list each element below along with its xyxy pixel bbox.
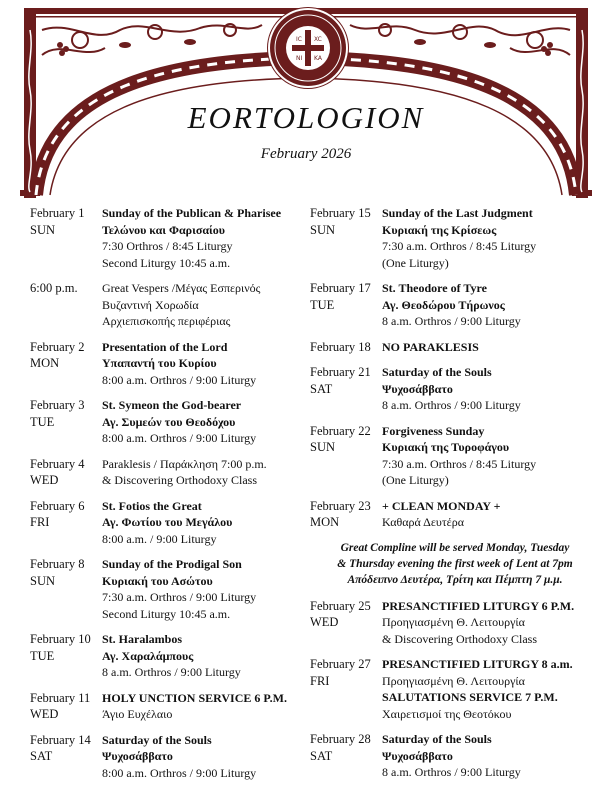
entry-day: FRI [310, 673, 330, 688]
entry-day: MON [30, 356, 60, 370]
cross-icon [270, 10, 346, 86]
right-column [310, 205, 600, 790]
entry-date: February 3 [30, 398, 85, 412]
entry-details [102, 280, 305, 330]
calendar-entry [30, 456, 305, 489]
svg-text:XC: XC [314, 36, 322, 43]
entry-day: SAT [310, 381, 333, 396]
entry-info-line: Paraklesis / Παράκληση 7:00 p.m. [102, 456, 267, 471]
entry-details [102, 690, 305, 723]
entry-day: TUE [30, 414, 55, 429]
entry-date-block [30, 498, 102, 548]
left-column [30, 205, 305, 790]
entry-details [102, 631, 305, 681]
entry-date-block [310, 656, 382, 722]
entry-info-line: 8:00 a.m. Orthros / 9:00 Liturgy [102, 372, 257, 387]
entry-date-block [310, 339, 382, 356]
archdiocese-seal [270, 10, 346, 86]
calendar-entry [310, 280, 600, 330]
entry-details [382, 364, 600, 414]
entry-day: TUE [30, 648, 55, 663]
entry-title-line: Saturday of the Souls [382, 365, 492, 379]
page-title: EORTOLOGION [187, 100, 425, 135]
entry-info-line: 7:30 a.m. Orthros / 8:45 Liturgy [382, 456, 537, 471]
entry-date: February 17 [310, 281, 371, 295]
entry-title-line: Αγ. Συμεών του Θεοδόχου [102, 414, 236, 429]
entry-title-line: Presentation of the Lord [102, 339, 228, 354]
entry-title-line: Saturday of the Souls [102, 732, 212, 747]
entry-details [382, 423, 600, 489]
entry-details [382, 598, 600, 648]
calendar-entry [310, 498, 600, 531]
entry-date-block [30, 631, 102, 681]
calendar-entry [310, 731, 600, 781]
entry-details [102, 732, 305, 782]
entry-details [382, 205, 600, 271]
entry-date: February 2 [30, 339, 85, 354]
entry-info-line: 7:30 a.m. Orthros / 8:45 Liturgy [382, 239, 537, 253]
entry-info-line: 7:30 a.m. Orthros / 9:00 Liturgy [102, 590, 257, 604]
calendar-entry [30, 205, 305, 271]
svg-text:IC: IC [296, 36, 302, 43]
entry-date: February 1 [30, 206, 85, 220]
entry-title-line: NO PARAKLESIS [382, 339, 479, 354]
entry-title-line: Κυριακή της Τυροφάγου [382, 440, 510, 454]
calendar-entry [310, 205, 600, 271]
entry-info-line: (One Liturgy) [382, 473, 449, 487]
entry-date: February 4 [30, 456, 85, 471]
calendar-entry [310, 364, 600, 414]
note-line: & Thursday evening the first week of Lent at 7pm [337, 557, 573, 570]
header-arch [0, 0, 612, 200]
entry-title-line: Ψυχοσάββατο [382, 748, 453, 763]
entry-day: WED [310, 615, 339, 629]
page-subtitle: February 2026 [260, 146, 352, 162]
calendar-entry [30, 280, 305, 330]
entry-day: SAT [30, 749, 53, 763]
entry-title-line: Αγ. Φωτίου του Μεγάλου [102, 515, 233, 529]
svg-text:KA: KA [314, 55, 322, 62]
calendar-entry [30, 397, 305, 447]
entry-title-line: SALUTATIONS SERVICE 7 P.M. [382, 690, 558, 704]
entry-date: February 23 [310, 498, 371, 513]
entry-date-block [310, 598, 382, 648]
entry-title-line: Ψυχοσάββατο [102, 749, 173, 763]
entry-date-block [310, 364, 382, 414]
entry-title-line: PRESANCTIFIED LITURGY 8 a.m. [382, 657, 573, 671]
entry-details [102, 397, 305, 447]
entry-details [102, 205, 305, 271]
entry-date-block [30, 732, 102, 782]
entry-info-line: Αρχιεπισκοπής περιφέριας [102, 314, 231, 328]
entry-info-line: 8 a.m. Orthros / 9:00 Liturgy [382, 765, 521, 779]
entry-date-block [30, 456, 102, 489]
calendar-entry [310, 656, 600, 722]
entry-details [102, 498, 305, 548]
entry-details [102, 456, 305, 489]
entry-date: February 8 [30, 557, 85, 571]
calendar-entry [30, 732, 305, 782]
entry-info-line: 8 a.m. Orthros / 9:00 Liturgy [382, 398, 521, 412]
entry-title-line: Ψυχοσάββατο [382, 381, 453, 396]
entry-date-block [310, 423, 382, 489]
entry-date: February 18 [310, 339, 371, 354]
entry-title-line: Saturday of the Souls [382, 732, 492, 746]
calendar-entry [310, 339, 600, 356]
entry-info-line: 8:00 a.m. Orthros / 9:00 Liturgy [102, 431, 257, 445]
entry-date: February 21 [310, 365, 371, 379]
entry-info-line: & Discovering Orthodoxy Class [102, 473, 257, 487]
entry-day: SUN [310, 440, 336, 454]
entry-date: February 27 [310, 657, 371, 671]
calendar-entry [310, 423, 600, 489]
note-line: Great Compline will be served Monday, Tuesday [340, 541, 570, 554]
entry-day: SUN [30, 222, 56, 237]
entry-date-block [310, 498, 382, 531]
entry-info-line: 8 a.m. Orthros / 9:00 Liturgy [382, 314, 521, 328]
entry-title-line: Τελώνου και Φαρισαίου [102, 222, 225, 237]
entry-date-block [310, 205, 382, 271]
entry-day: SUN [30, 573, 56, 588]
entry-info-line: Καθαρά Δευτέρα [382, 515, 464, 529]
entry-info-line: Χαιρετισμοί της Θεοτόκου [382, 706, 512, 721]
entry-title-line: St. Theodore of Tyre [382, 281, 487, 295]
entry-day: MON [310, 515, 340, 529]
entry-date: February 25 [310, 598, 371, 613]
entry-date-block [30, 205, 102, 271]
entry-date: February 11 [30, 690, 91, 705]
entry-date: February 10 [30, 632, 91, 646]
entry-title-line: Κυριακή του Ασώτου [102, 573, 213, 588]
entry-info-line: (One Liturgy) [382, 255, 449, 270]
calendar-entry [30, 498, 305, 548]
entry-details [382, 339, 600, 356]
entry-day: FRI [30, 515, 50, 529]
entry-info-line: Προηγιασμένη Θ. Λειτουργία [382, 673, 525, 688]
entry-info-line: Άγιο Ευχέλαιο [102, 707, 173, 721]
entry-info-line: Βυζαντινή Χορωδία [102, 297, 199, 312]
calendar-entry [30, 690, 305, 723]
entry-details [102, 556, 305, 622]
entry-info-line: Second Liturgy 10:45 a.m. [102, 606, 231, 621]
entry-date-block [30, 280, 102, 330]
entry-details [382, 731, 600, 781]
entry-details [382, 498, 600, 531]
entry-date-block [30, 339, 102, 389]
entry-title-line: St. Fotios the Great [102, 498, 202, 513]
entry-date: February 28 [310, 732, 371, 746]
calendar-entry [30, 339, 305, 389]
entry-date-block [30, 397, 102, 447]
entry-title-line: Αγ. Θεοδώρου Τήρωνος [382, 297, 505, 312]
great-compline-note [310, 540, 600, 588]
entry-details [102, 339, 305, 389]
right-column-top [310, 205, 600, 531]
entry-info-line: 8:00 a.m. / 9:00 Liturgy [102, 531, 217, 546]
entry-date: 6:00 p.m. [30, 281, 78, 295]
entry-date: February 14 [30, 732, 91, 747]
entry-date-block [310, 280, 382, 330]
entry-day: WED [30, 473, 59, 487]
entry-details [382, 280, 600, 330]
entry-title-line: PRESANCTIFIED LITURGY 6 P.M. [382, 598, 575, 613]
entry-details [382, 656, 600, 722]
entry-title-line: Sunday of the Publican & Pharisee [102, 206, 282, 220]
entry-date: February 6 [30, 498, 85, 513]
entry-info-line: 8:00 a.m. Orthros / 9:00 Liturgy [102, 765, 257, 780]
entry-day: WED [30, 707, 59, 721]
entry-date-block [30, 690, 102, 723]
entry-title-line: Κυριακή της Κρίσεως [382, 222, 497, 237]
entry-day: SUN [310, 222, 336, 237]
entry-title-line: Υπαπαντή του Κυρίου [102, 356, 217, 370]
entry-info-line: 7:30 Orthros / 8:45 Liturgy [102, 239, 233, 253]
entry-title-line: Sunday of the Last Judgment [382, 206, 533, 220]
entry-day: TUE [310, 297, 335, 312]
right-column-bottom [310, 598, 600, 781]
entry-date: February 15 [310, 206, 371, 220]
entry-title-line: HOLY UNCTION SERVICE 6 P.M. [102, 690, 287, 705]
entry-title-line: St. Symeon the God-bearer [102, 398, 242, 412]
entry-info-line: & Discovering Orthodoxy Class [382, 631, 537, 646]
entry-title-line: St. Haralambos [102, 632, 183, 646]
entry-title-line: Αγ. Χαραλάμπους [102, 648, 194, 663]
calendar-entry [30, 631, 305, 681]
entry-date-block [30, 556, 102, 622]
entry-title-line: Sunday of the Prodigal Son [102, 557, 242, 571]
entry-date-block [310, 731, 382, 781]
entry-info-line: Second Liturgy 10:45 a.m. [102, 255, 231, 270]
entry-info-line: Great Vespers /Μέγας Εσπερινός [102, 281, 261, 295]
entry-date: February 22 [310, 423, 371, 438]
note-line: Απόδειπνο Δευτέρα, Τρίτη και Πέμπτη 7 μ.μ. [347, 573, 563, 586]
entry-day: SAT [310, 748, 333, 763]
entry-info-line: 8 a.m. Orthros / 9:00 Liturgy [102, 665, 241, 679]
calendar-entry [310, 598, 600, 648]
entry-title-line: + CLEAN MONDAY + [382, 498, 501, 513]
calendar-entry [30, 556, 305, 622]
svg-text:NI: NI [296, 55, 303, 62]
entry-title-line: Forgiveness Sunday [382, 423, 485, 438]
entry-info-line: Προηγιασμένη Θ. Λειτουργία [382, 615, 525, 629]
